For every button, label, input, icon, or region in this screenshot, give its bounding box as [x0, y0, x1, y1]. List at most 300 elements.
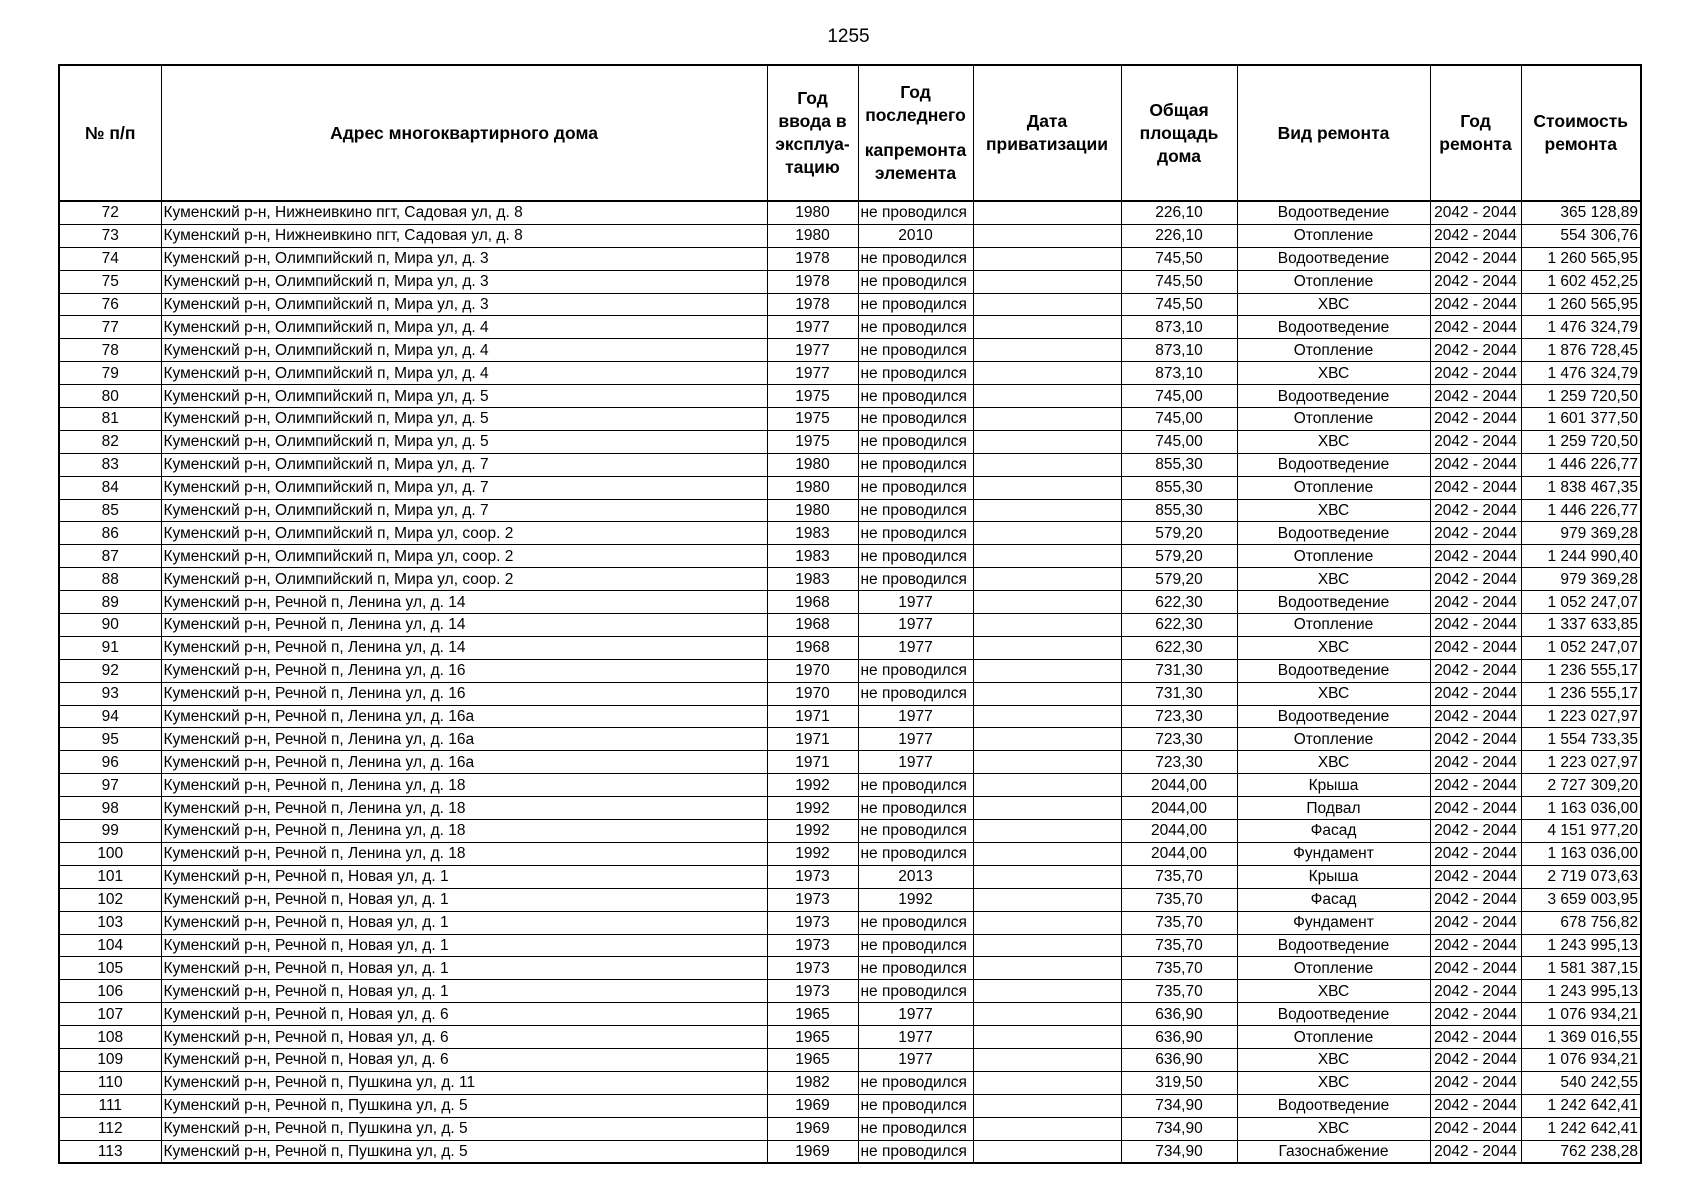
cell-num: 97: [59, 774, 161, 797]
cell-privatization: [973, 522, 1121, 545]
cell-address: Куменский р-н, Речной п, Ленина ул, д. 14: [161, 591, 767, 614]
cell-last-repair: 2013: [858, 865, 973, 888]
cell-cost: 1 242 642,41: [1521, 1117, 1641, 1140]
cell-privatization: [973, 614, 1121, 637]
cell-repair-type: Отопление: [1237, 614, 1430, 637]
cell-repair-type: ХВС: [1237, 1117, 1430, 1140]
cell-repair-type: Фасад: [1237, 820, 1430, 843]
repair-schedule-table: [58, 64, 1642, 1164]
cell-repair-year: 2042 - 2044: [1430, 385, 1521, 408]
table-row: [59, 545, 1641, 568]
cell-cost: 2 719 073,63: [1521, 865, 1641, 888]
cell-repair-year: 2042 - 2044: [1430, 842, 1521, 865]
cell-address: Куменский р-н, Речной п, Новая ул, д. 1: [161, 957, 767, 980]
cell-cost: 1 236 555,17: [1521, 682, 1641, 705]
cell-last-repair: не проводился: [858, 957, 973, 980]
cell-repair-type: Водоотведение: [1237, 453, 1430, 476]
header-last-repair-line2: капремонта элемента: [864, 140, 967, 183]
cell-privatization: [973, 842, 1121, 865]
cell-last-repair: не проводился: [858, 774, 973, 797]
cell-address: Куменский р-н, Олимпийский п, Мира ул, д. 4: [161, 316, 767, 339]
cell-repair-year: 2042 - 2044: [1430, 224, 1521, 247]
cell-repair-type: Водоотведение: [1237, 1094, 1430, 1117]
table-row: [59, 1140, 1641, 1163]
cell-address: Куменский р-н, Речной п, Пушкина ул, д. 5: [161, 1140, 767, 1163]
cell-repair-year: 2042 - 2044: [1430, 522, 1521, 545]
cell-year-built: 1983: [767, 522, 858, 545]
cell-repair-year: 2042 - 2044: [1430, 1048, 1521, 1071]
cell-last-repair: не проводился: [858, 270, 973, 293]
cell-cost: 1 446 226,77: [1521, 453, 1641, 476]
cell-year-built: 1971: [767, 728, 858, 751]
cell-num: 105: [59, 957, 161, 980]
cell-address: Куменский р-н, Речной п, Новая ул, д. 1: [161, 934, 767, 957]
cell-num: 82: [59, 430, 161, 453]
cell-cost: 1 260 565,95: [1521, 247, 1641, 270]
cell-year-built: 1992: [767, 774, 858, 797]
table-row: [59, 751, 1641, 774]
cell-address: Куменский р-н, Речной п, Ленина ул, д. 18: [161, 820, 767, 843]
table-row: [59, 797, 1641, 820]
cell-num: 76: [59, 293, 161, 316]
cell-privatization: [973, 865, 1121, 888]
cell-year-built: 1980: [767, 453, 858, 476]
cell-year-built: 1975: [767, 408, 858, 431]
cell-repair-year: 2042 - 2044: [1430, 1003, 1521, 1026]
cell-last-repair: не проводился: [858, 247, 973, 270]
cell-num: 113: [59, 1140, 161, 1163]
cell-cost: 1 163 036,00: [1521, 797, 1641, 820]
cell-address: Куменский р-н, Олимпийский п, Мира ул, д. 4: [161, 362, 767, 385]
cell-last-repair: 1977: [858, 614, 973, 637]
cell-last-repair: не проводился: [858, 522, 973, 545]
header-area: Общая площадь дома: [1121, 65, 1237, 201]
cell-cost: 1 476 324,79: [1521, 316, 1641, 339]
cell-area: 745,50: [1121, 247, 1237, 270]
page-number: 1255: [827, 26, 870, 47]
cell-address: Куменский р-н, Речной п, Новая ул, д. 6: [161, 1026, 767, 1049]
cell-repair-type: Отопление: [1237, 957, 1430, 980]
cell-repair-year: 2042 - 2044: [1430, 1071, 1521, 1094]
cell-year-built: 1973: [767, 888, 858, 911]
cell-privatization: [973, 1117, 1121, 1140]
cell-cost: 1 259 720,50: [1521, 430, 1641, 453]
cell-repair-year: 2042 - 2044: [1430, 865, 1521, 888]
cell-area: 226,10: [1121, 201, 1237, 224]
cell-area: 734,90: [1121, 1117, 1237, 1140]
cell-privatization: [973, 568, 1121, 591]
cell-cost: 1 337 633,85: [1521, 614, 1641, 637]
cell-num: 88: [59, 568, 161, 591]
cell-year-built: 1983: [767, 545, 858, 568]
cell-last-repair: 1977: [858, 636, 973, 659]
cell-privatization: [973, 682, 1121, 705]
cell-repair-year: 2042 - 2044: [1430, 201, 1521, 224]
cell-privatization: [973, 224, 1121, 247]
cell-address: Куменский р-н, Олимпийский п, Мира ул, д. 7: [161, 476, 767, 499]
cell-year-built: 1992: [767, 842, 858, 865]
cell-num: 89: [59, 591, 161, 614]
cell-last-repair: не проводился: [858, 1094, 973, 1117]
cell-year-built: 1978: [767, 247, 858, 270]
cell-last-repair: 1977: [858, 1026, 973, 1049]
cell-repair-type: Водоотведение: [1237, 316, 1430, 339]
cell-repair-type: Крыша: [1237, 865, 1430, 888]
cell-last-repair: не проводился: [858, 934, 973, 957]
cell-num: 96: [59, 751, 161, 774]
cell-repair-type: ХВС: [1237, 682, 1430, 705]
cell-num: 85: [59, 499, 161, 522]
cell-num: 80: [59, 385, 161, 408]
cell-area: 2044,00: [1121, 842, 1237, 865]
cell-repair-type: ХВС: [1237, 980, 1430, 1003]
cell-privatization: [973, 499, 1121, 522]
cell-repair-type: Отопление: [1237, 408, 1430, 431]
cell-cost: 554 306,76: [1521, 224, 1641, 247]
cell-repair-year: 2042 - 2044: [1430, 270, 1521, 293]
cell-area: 579,20: [1121, 568, 1237, 591]
cell-cost: 4 151 977,20: [1521, 820, 1641, 843]
cell-area: 873,10: [1121, 339, 1237, 362]
cell-privatization: [973, 911, 1121, 934]
cell-year-built: 1965: [767, 1048, 858, 1071]
cell-area: 319,50: [1121, 1071, 1237, 1094]
cell-privatization: [973, 1140, 1121, 1163]
cell-repair-type: Водоотведение: [1237, 1003, 1430, 1026]
cell-cost: 762 238,28: [1521, 1140, 1641, 1163]
cell-repair-type: ХВС: [1237, 362, 1430, 385]
cell-last-repair: не проводился: [858, 453, 973, 476]
header-address: Адрес многоквартирного дома: [161, 65, 767, 201]
cell-repair-year: 2042 - 2044: [1430, 751, 1521, 774]
cell-last-repair: не проводился: [858, 1140, 973, 1163]
cell-privatization: [973, 430, 1121, 453]
table-row: [59, 522, 1641, 545]
table-row: [59, 888, 1641, 911]
cell-address: Куменский р-н, Олимпийский п, Мира ул, д. 3: [161, 293, 767, 316]
cell-cost: 1 476 324,79: [1521, 362, 1641, 385]
cell-privatization: [973, 797, 1121, 820]
cell-area: 579,20: [1121, 522, 1237, 545]
cell-num: 83: [59, 453, 161, 476]
header-repair-year: Год ремонта: [1430, 65, 1521, 201]
cell-repair-type: Водоотведение: [1237, 201, 1430, 224]
cell-year-built: 1977: [767, 316, 858, 339]
cell-cost: 1 244 990,40: [1521, 545, 1641, 568]
cell-repair-type: ХВС: [1237, 568, 1430, 591]
table-row: [59, 865, 1641, 888]
cell-cost: 1 601 377,50: [1521, 408, 1641, 431]
cell-repair-year: 2042 - 2044: [1430, 499, 1521, 522]
cell-repair-type: Отопление: [1237, 1026, 1430, 1049]
cell-repair-year: 2042 - 2044: [1430, 1094, 1521, 1117]
cell-repair-type: Отопление: [1237, 545, 1430, 568]
cell-address: Куменский р-н, Речной п, Новая ул, д. 1: [161, 888, 767, 911]
cell-repair-type: Водоотведение: [1237, 934, 1430, 957]
cell-year-built: 1965: [767, 1003, 858, 1026]
cell-num: 79: [59, 362, 161, 385]
cell-num: 78: [59, 339, 161, 362]
cell-address: Куменский р-н, Олимпийский п, Мира ул, д. 7: [161, 453, 767, 476]
cell-area: 226,10: [1121, 224, 1237, 247]
cell-cost: 678 756,82: [1521, 911, 1641, 934]
cell-address: Куменский р-н, Речной п, Ленина ул, д. 18: [161, 842, 767, 865]
cell-address: Куменский р-н, Речной п, Ленина ул, д. 16: [161, 659, 767, 682]
cell-year-built: 1978: [767, 293, 858, 316]
cell-area: 723,30: [1121, 705, 1237, 728]
cell-repair-type: Водоотведение: [1237, 591, 1430, 614]
cell-area: 636,90: [1121, 1048, 1237, 1071]
cell-last-repair: 1977: [858, 1048, 973, 1071]
cell-last-repair: не проводился: [858, 911, 973, 934]
cell-last-repair: 1977: [858, 1003, 973, 1026]
cell-repair-year: 2042 - 2044: [1430, 591, 1521, 614]
cell-num: 110: [59, 1071, 161, 1094]
table-row: [59, 385, 1641, 408]
cell-repair-type: Водоотведение: [1237, 522, 1430, 545]
cell-cost: 1 076 934,21: [1521, 1003, 1641, 1026]
cell-privatization: [973, 1094, 1121, 1117]
cell-area: 745,50: [1121, 270, 1237, 293]
cell-address: Куменский р-н, Речной п, Ленина ул, д. 16а: [161, 728, 767, 751]
header-repair-type: Вид ремонта: [1237, 65, 1430, 201]
cell-address: Куменский р-н, Олимпийский п, Мира ул, д. 3: [161, 247, 767, 270]
cell-cost: 1 242 642,41: [1521, 1094, 1641, 1117]
cell-cost: 1 876 728,45: [1521, 339, 1641, 362]
table-row: [59, 682, 1641, 705]
table-row: [59, 201, 1641, 224]
cell-repair-type: Отопление: [1237, 339, 1430, 362]
table-row: [59, 293, 1641, 316]
cell-area: 873,10: [1121, 316, 1237, 339]
cell-cost: 979 369,28: [1521, 568, 1641, 591]
cell-last-repair: не проводился: [858, 499, 973, 522]
cell-year-built: 1973: [767, 980, 858, 1003]
table-row: [59, 1026, 1641, 1049]
cell-repair-year: 2042 - 2044: [1430, 430, 1521, 453]
cell-privatization: [973, 820, 1121, 843]
cell-num: 108: [59, 1026, 161, 1049]
cell-year-built: 1977: [767, 362, 858, 385]
cell-area: 745,50: [1121, 293, 1237, 316]
cell-repair-type: Фасад: [1237, 888, 1430, 911]
cell-privatization: [973, 636, 1121, 659]
cell-last-repair: не проводился: [858, 385, 973, 408]
cell-area: 735,70: [1121, 934, 1237, 957]
cell-repair-type: Водоотведение: [1237, 247, 1430, 270]
table-row: [59, 705, 1641, 728]
cell-area: 745,00: [1121, 408, 1237, 431]
cell-cost: 1 163 036,00: [1521, 842, 1641, 865]
cell-repair-type: Фундамент: [1237, 911, 1430, 934]
cell-cost: 1 369 016,55: [1521, 1026, 1641, 1049]
cell-num: 102: [59, 888, 161, 911]
cell-address: Куменский р-н, Речной п, Пушкина ул, д. 5: [161, 1117, 767, 1140]
cell-year-built: 1968: [767, 591, 858, 614]
cell-last-repair: не проводился: [858, 1071, 973, 1094]
cell-cost: 979 369,28: [1521, 522, 1641, 545]
cell-repair-year: 2042 - 2044: [1430, 568, 1521, 591]
table-row: [59, 957, 1641, 980]
cell-cost: 1 243 995,13: [1521, 934, 1641, 957]
cell-cost: 1 446 226,77: [1521, 499, 1641, 522]
cell-year-built: 1975: [767, 430, 858, 453]
cell-address: Куменский р-н, Речной п, Новая ул, д. 6: [161, 1048, 767, 1071]
cell-repair-year: 2042 - 2044: [1430, 247, 1521, 270]
cell-repair-year: 2042 - 2044: [1430, 980, 1521, 1003]
cell-year-built: 1980: [767, 224, 858, 247]
cell-year-built: 1969: [767, 1117, 858, 1140]
cell-year-built: 1992: [767, 820, 858, 843]
table-row: [59, 934, 1641, 957]
cell-privatization: [973, 385, 1121, 408]
cell-area: 734,90: [1121, 1094, 1237, 1117]
cell-repair-year: 2042 - 2044: [1430, 408, 1521, 431]
header-last-repair: [858, 65, 973, 201]
cell-repair-type: Отопление: [1237, 728, 1430, 751]
table-body: [59, 201, 1641, 1163]
cell-address: Куменский р-н, Речной п, Новая ул, д. 1: [161, 865, 767, 888]
cell-privatization: [973, 888, 1121, 911]
cell-cost: 1 223 027,97: [1521, 751, 1641, 774]
cell-address: Куменский р-н, Олимпийский п, Мира ул, д. 5: [161, 385, 767, 408]
cell-num: 86: [59, 522, 161, 545]
cell-address: Куменский р-н, Речной п, Ленина ул, д. 18: [161, 774, 767, 797]
header-year-built: Год ввода в эксплуа-тацию: [767, 65, 858, 201]
cell-last-repair: не проводился: [858, 339, 973, 362]
header-cost: Стоимость ремонта: [1521, 65, 1641, 201]
cell-address: Куменский р-н, Речной п, Ленина ул, д. 16а: [161, 751, 767, 774]
cell-year-built: 1977: [767, 339, 858, 362]
cell-repair-type: Водоотведение: [1237, 705, 1430, 728]
cell-area: 855,30: [1121, 476, 1237, 499]
cell-repair-type: ХВС: [1237, 499, 1430, 522]
cell-last-repair: не проводился: [858, 682, 973, 705]
cell-num: 109: [59, 1048, 161, 1071]
cell-year-built: 1975: [767, 385, 858, 408]
cell-privatization: [973, 591, 1121, 614]
table-row: [59, 430, 1641, 453]
cell-cost: 1 602 452,25: [1521, 270, 1641, 293]
cell-address: Куменский р-н, Речной п, Ленина ул, д. 16: [161, 682, 767, 705]
cell-privatization: [973, 705, 1121, 728]
cell-privatization: [973, 728, 1121, 751]
cell-privatization: [973, 1003, 1121, 1026]
cell-repair-year: 2042 - 2044: [1430, 339, 1521, 362]
cell-num: 104: [59, 934, 161, 957]
cell-repair-type: Крыша: [1237, 774, 1430, 797]
cell-num: 81: [59, 408, 161, 431]
table-row: [59, 728, 1641, 751]
cell-cost: 1 838 467,35: [1521, 476, 1641, 499]
table-row: [59, 842, 1641, 865]
cell-cost: 1 243 995,13: [1521, 980, 1641, 1003]
cell-address: Куменский р-н, Речной п, Новая ул, д. 6: [161, 1003, 767, 1026]
cell-repair-year: 2042 - 2044: [1430, 820, 1521, 843]
cell-repair-year: 2042 - 2044: [1430, 362, 1521, 385]
cell-num: 73: [59, 224, 161, 247]
cell-area: 636,90: [1121, 1003, 1237, 1026]
cell-num: 101: [59, 865, 161, 888]
cell-area: 622,30: [1121, 591, 1237, 614]
cell-privatization: [973, 476, 1121, 499]
cell-cost: 1 581 387,15: [1521, 957, 1641, 980]
cell-address: Куменский р-н, Речной п, Ленина ул, д. 14: [161, 614, 767, 637]
cell-num: 87: [59, 545, 161, 568]
cell-address: Куменский р-н, Речной п, Пушкина ул, д. 5: [161, 1094, 767, 1117]
cell-privatization: [973, 957, 1121, 980]
cell-num: 107: [59, 1003, 161, 1026]
cell-cost: 1 052 247,07: [1521, 591, 1641, 614]
cell-repair-year: 2042 - 2044: [1430, 705, 1521, 728]
cell-area: 745,00: [1121, 385, 1237, 408]
cell-repair-year: 2042 - 2044: [1430, 614, 1521, 637]
header-num: № п/п: [59, 65, 161, 201]
table-row: [59, 636, 1641, 659]
cell-num: 94: [59, 705, 161, 728]
cell-area: 2044,00: [1121, 774, 1237, 797]
cell-repair-year: 2042 - 2044: [1430, 659, 1521, 682]
cell-repair-year: 2042 - 2044: [1430, 957, 1521, 980]
cell-privatization: [973, 408, 1121, 431]
cell-cost: 1 076 934,21: [1521, 1048, 1641, 1071]
cell-last-repair: не проводился: [858, 1117, 973, 1140]
cell-num: 90: [59, 614, 161, 637]
cell-privatization: [973, 545, 1121, 568]
table-row: [59, 362, 1641, 385]
cell-last-repair: не проводился: [858, 293, 973, 316]
cell-address: Куменский р-н, Олимпийский п, Мира ул, соор. 2: [161, 522, 767, 545]
cell-privatization: [973, 1071, 1121, 1094]
cell-num: 100: [59, 842, 161, 865]
cell-num: 95: [59, 728, 161, 751]
cell-num: 106: [59, 980, 161, 1003]
cell-privatization: [973, 247, 1121, 270]
cell-privatization: [973, 453, 1121, 476]
cell-area: 579,20: [1121, 545, 1237, 568]
cell-area: 2044,00: [1121, 797, 1237, 820]
cell-last-repair: 1977: [858, 751, 973, 774]
cell-area: 735,70: [1121, 865, 1237, 888]
cell-repair-type: ХВС: [1237, 293, 1430, 316]
table-row: [59, 774, 1641, 797]
cell-privatization: [973, 1026, 1121, 1049]
cell-last-repair: не проводился: [858, 545, 973, 568]
cell-year-built: 1971: [767, 705, 858, 728]
cell-address: Куменский р-н, Олимпийский п, Мира ул, соор. 2: [161, 545, 767, 568]
cell-privatization: [973, 934, 1121, 957]
cell-privatization: [973, 774, 1121, 797]
cell-last-repair: 1977: [858, 728, 973, 751]
cell-num: 99: [59, 820, 161, 843]
cell-privatization: [973, 751, 1121, 774]
cell-repair-type: ХВС: [1237, 430, 1430, 453]
cell-repair-year: 2042 - 2044: [1430, 774, 1521, 797]
cell-last-repair: 2010: [858, 224, 973, 247]
table-row: [59, 408, 1641, 431]
cell-address: Куменский р-н, Речной п, Ленина ул, д. 18: [161, 797, 767, 820]
table-row: [59, 614, 1641, 637]
table-row: [59, 659, 1641, 682]
table-header-row: [59, 65, 1641, 201]
cell-address: Куменский р-н, Речной п, Пушкина ул, д. 11: [161, 1071, 767, 1094]
cell-privatization: [973, 980, 1121, 1003]
cell-area: 734,90: [1121, 1140, 1237, 1163]
cell-last-repair: не проводился: [858, 430, 973, 453]
cell-year-built: 1970: [767, 682, 858, 705]
cell-repair-year: 2042 - 2044: [1430, 545, 1521, 568]
cell-area: 622,30: [1121, 614, 1237, 637]
